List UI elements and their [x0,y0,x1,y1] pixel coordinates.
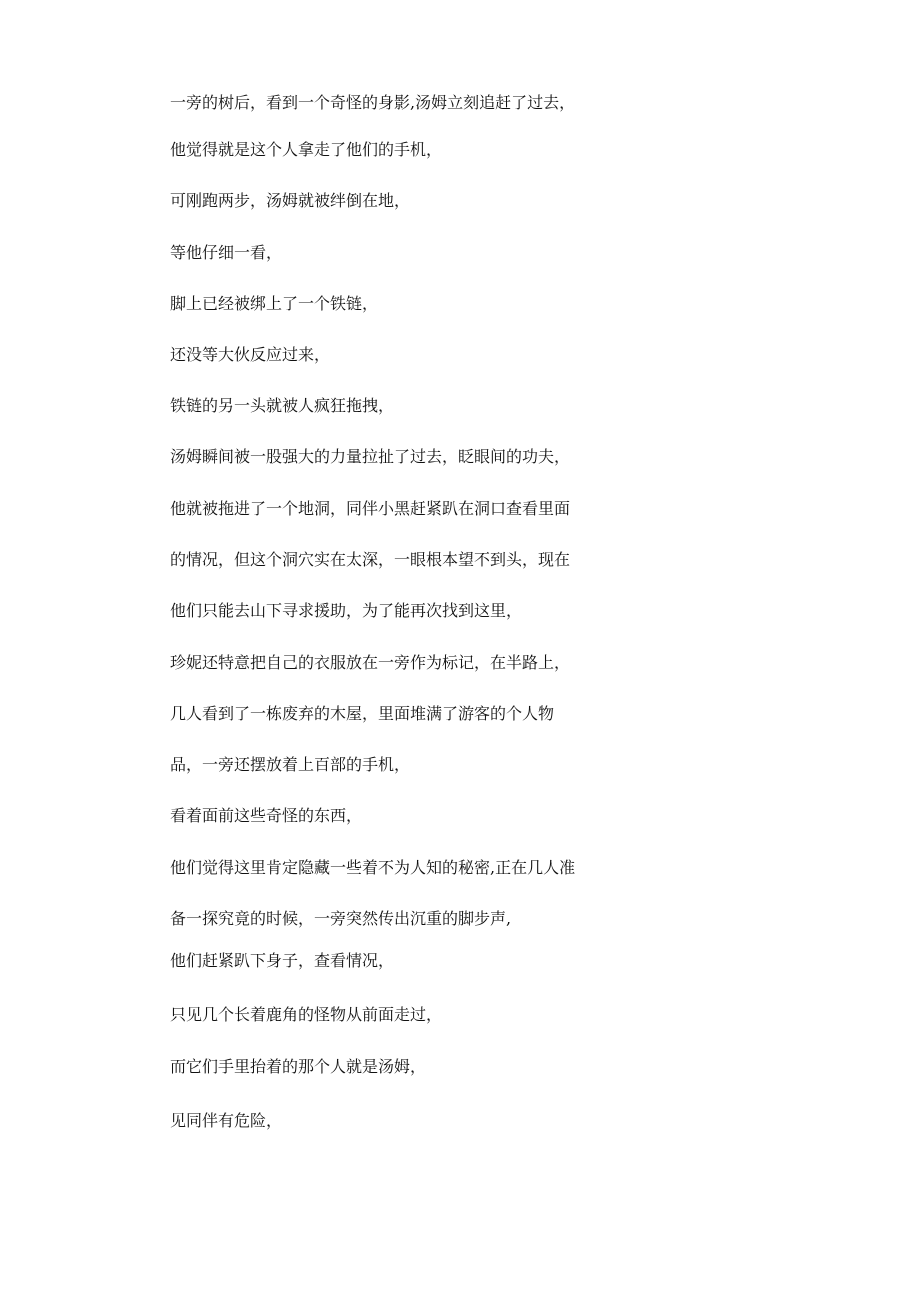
text-line: 可刚跑两步，汤姆就被绊倒在地， [170,191,411,210]
text-line: 见同伴有危险， [170,1111,283,1130]
text-line: 的情况，但这个洞穴实在太深，一眼根本望不到头，现在 [170,550,571,569]
text-line: 汤姆瞬间被一股强大的力量拉扯了过去，眨眼间的功夫， [170,447,571,466]
text-line: 等他仔细一看， [170,243,283,262]
text-line: 一旁的树后，看到一个奇怪的身影,汤姆立刻追赶了过去， [170,93,576,112]
text-line: 他们只能去山下寻求援助，为了能再次找到这里， [170,601,523,620]
text-line: 脚上已经被绑上了一个铁链， [170,294,379,313]
text-line: 几人看到了一栋废弃的木屋，里面堆满了游客的个人物 [170,704,555,723]
text-line: 而它们手里抬着的那个人就是汤姆， [170,1057,427,1076]
text-line: 备一探究竟的时候，一旁突然传出沉重的脚步声, [170,909,512,928]
text-line: 铁链的另一头就被人疯狂拖拽， [170,396,395,415]
text-line: 还没等大伙反应过来， [170,345,331,364]
text-line: 只见几个长着鹿角的怪物从前面走过， [170,1005,443,1024]
text-line: 看着面前这些奇怪的东西， [170,806,363,825]
text-line: 他觉得就是这个人拿走了他们的手机， [170,140,443,159]
text-line: 他就被拖进了一个地洞，同伴小黑赶紧趴在洞口查看里面 [170,499,571,518]
text-line: 他们赶紧趴下身子，查看情况， [170,951,395,970]
text-line: 他们觉得这里肯定隐藏一些着不为人知的秘密,正在几人准 [170,858,576,877]
text-line: 品，一旁还摆放着上百部的手机， [170,755,411,774]
text-line: 珍妮还特意把自己的衣服放在一旁作为标记，在半路上， [170,653,571,672]
